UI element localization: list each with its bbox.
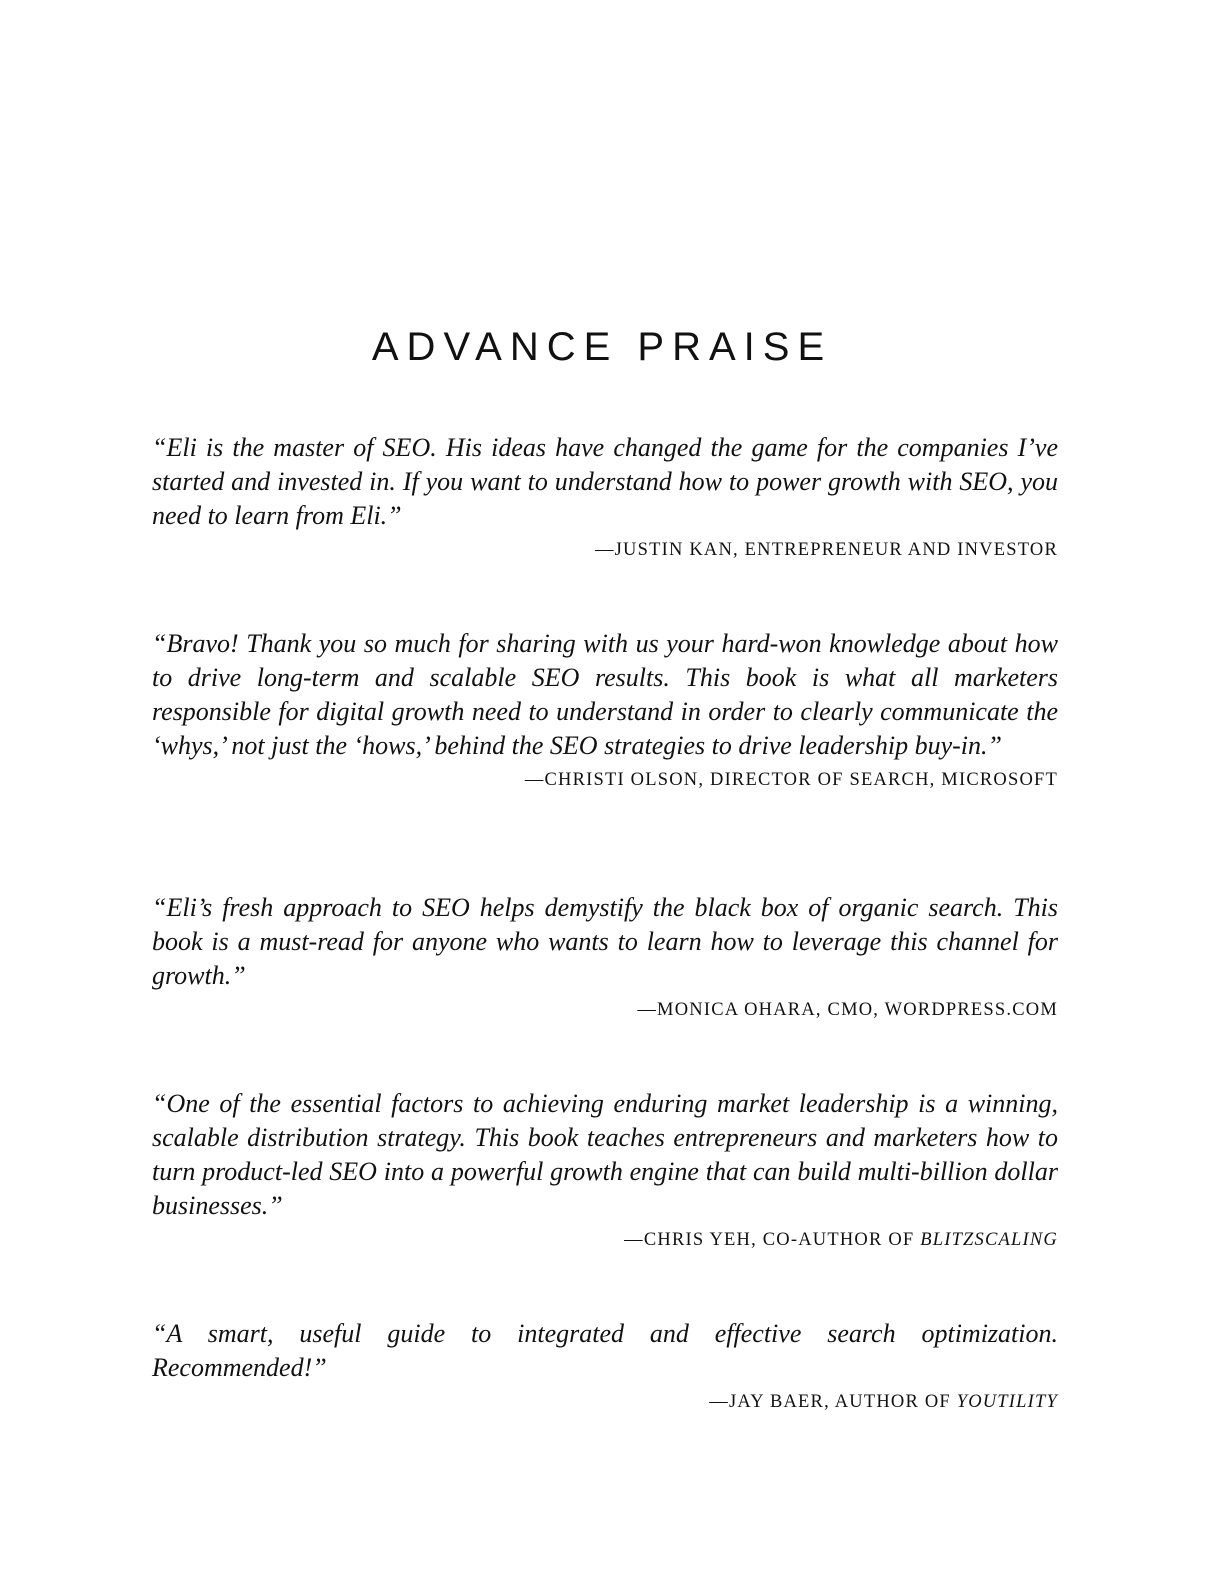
attribution-work: BLITZSCALING <box>920 1230 1058 1250</box>
attribution-name: —MONICA OHARA, CMO, WORDPRESS.COM <box>637 1000 1058 1020</box>
quote-text: “Eli is the master of SEO. His ideas have changed the game for the companies I’ve started and invested in. If you want to understand how to power growth with SEO, you need to learn from Eli.” <box>152 433 1058 530</box>
quote-attribution <box>152 1389 1058 1415</box>
attribution-name: —CHRIS YEH, CO-AUTHOR OF <box>624 1230 921 1250</box>
attribution-name: —CHRISTI OLSON, DIRECTOR OF SEARCH, MICROSOFT <box>524 770 1058 790</box>
praise-quote <box>152 431 1058 563</box>
quote-text: “A smart, useful guide to integrated and effective search optimization. Recommended!” <box>152 1319 1058 1382</box>
attribution-name: —JAY BAER, AUTHOR OF <box>709 1392 957 1412</box>
praise-quote <box>152 1087 1058 1253</box>
quote-text: “One of the essential factors to achieving enduring market leadership is a winning, scalable distribution strategy. This book teaches entrepreneurs and marketers how to turn product-led SEO into a powerful growth engine that can build multi-billion dollar businesses.” <box>152 1089 1058 1220</box>
page-title: ADVANCE PRAISE <box>371 325 833 369</box>
quote-text: “Bravo! Thank you so much for sharing with us your hard-won knowledge about how to drive long-term and scalable SEO results. This book is what all marketers responsible for digital growth need to understand in order to clearly communicate the ‘whys,’ not just the ‘hows,’ behind the SEO strategies to drive leadership buy-in.” <box>152 629 1058 760</box>
attribution-name: —JUSTIN KAN, ENTREPRENEUR AND INVESTOR <box>594 540 1058 560</box>
quote-attribution <box>152 997 1058 1023</box>
quote-text: “Eli’s fresh approach to SEO helps demystify the black box of organic search. This book is a must-read for anyone who wants to learn how to leverage this channel for growth.” <box>152 893 1058 990</box>
praise-quote <box>152 627 1058 793</box>
praise-quote <box>152 1317 1058 1415</box>
quote-attribution <box>152 1227 1058 1253</box>
attribution-work: YOUTILITY <box>956 1392 1058 1412</box>
praise-quote <box>152 891 1058 1023</box>
quote-attribution <box>152 537 1058 563</box>
quote-attribution <box>152 767 1058 793</box>
